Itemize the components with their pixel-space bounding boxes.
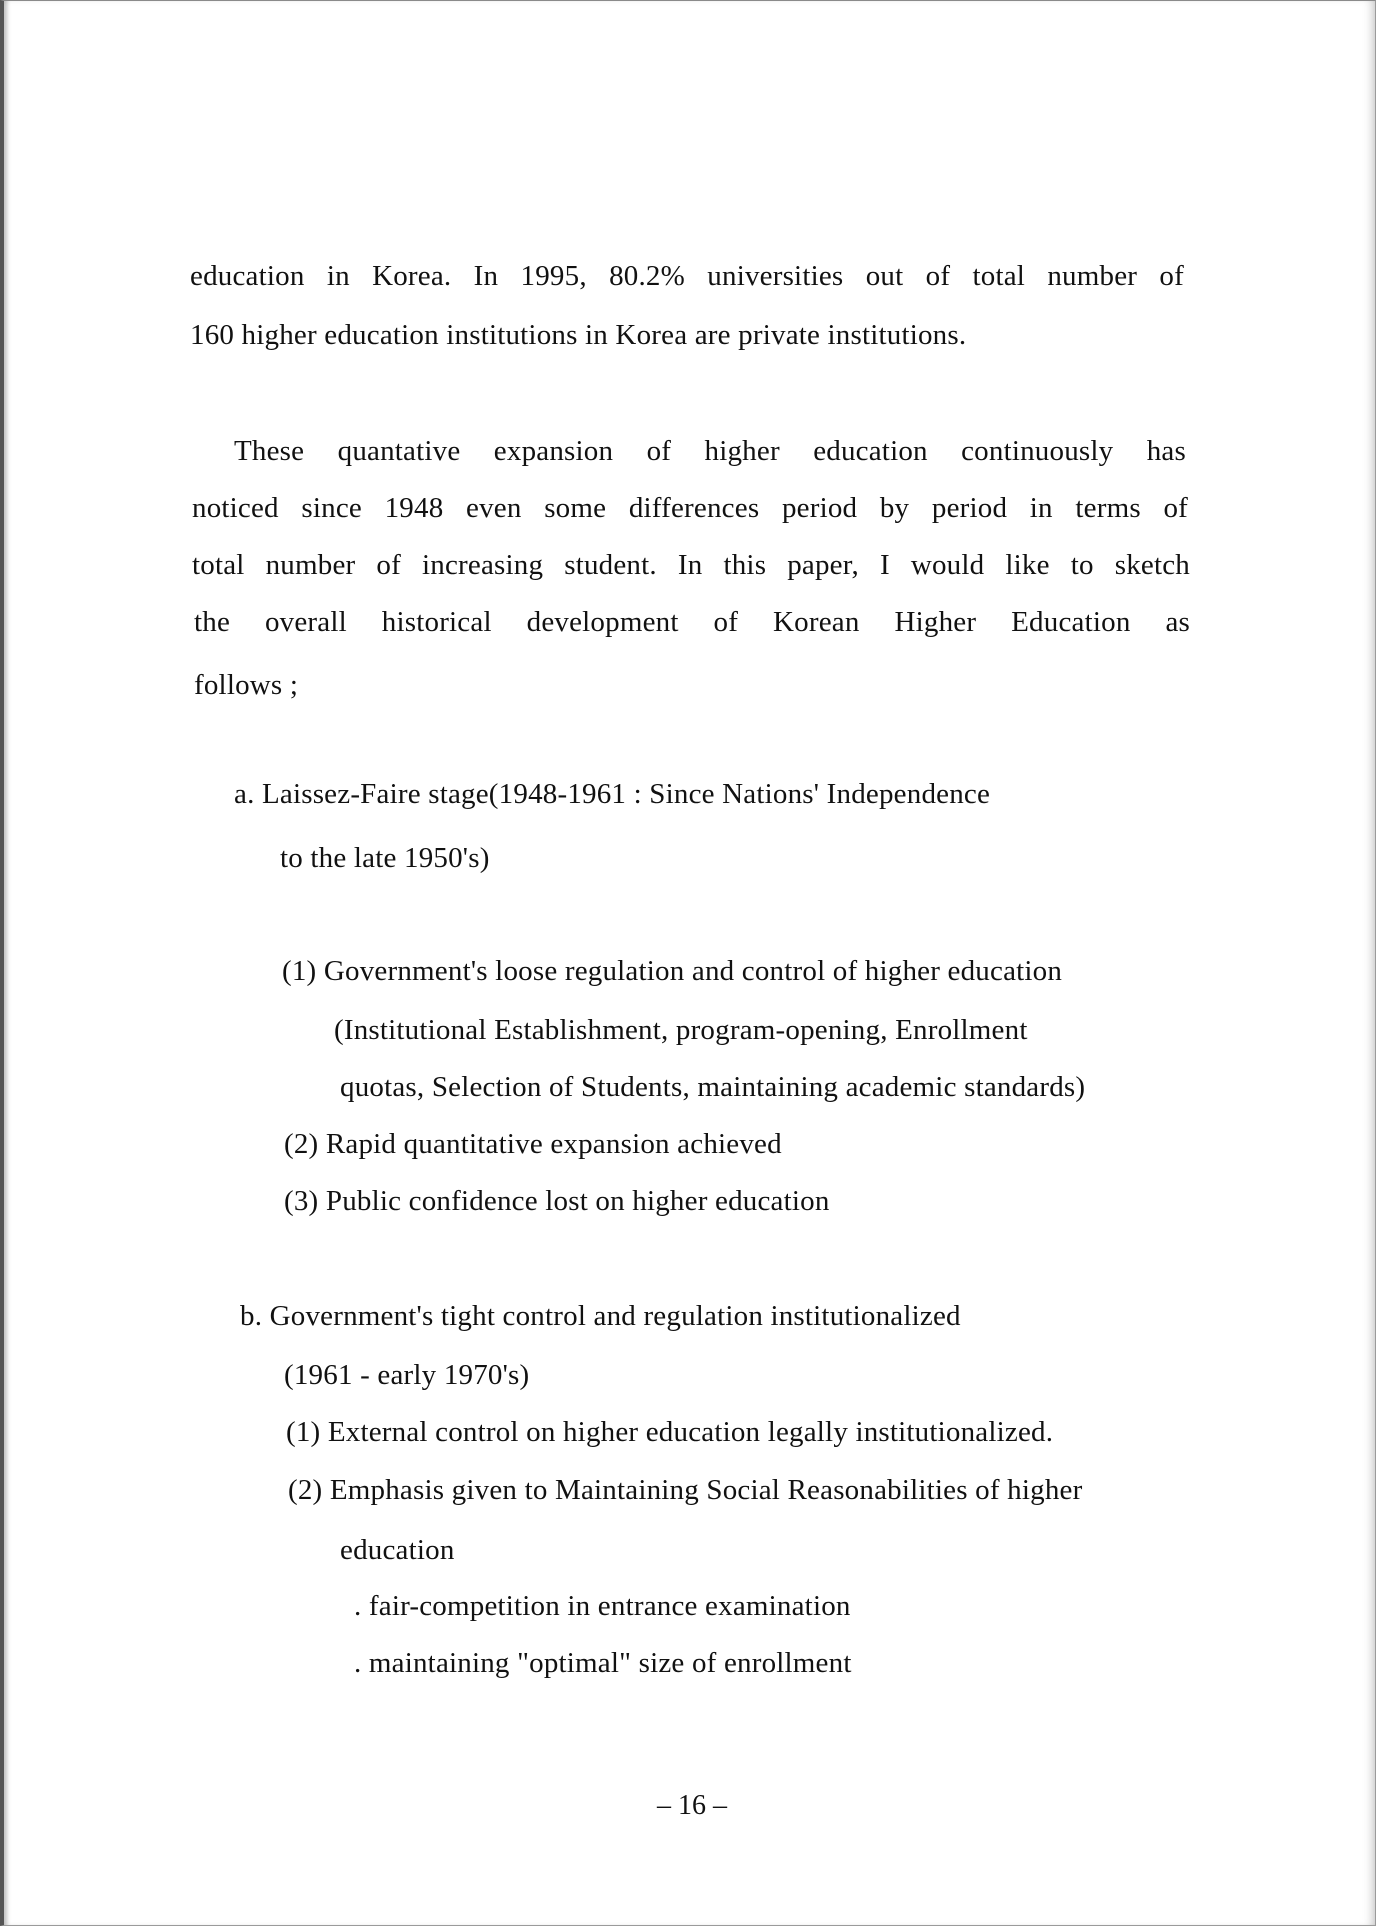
section-b-heading-2: (1961 - early 1970's) (284, 1359, 530, 1391)
section-b-item-2-continued: education (340, 1534, 455, 1566)
page-number: – 16 – (657, 1790, 727, 1821)
section-a-item-2: (2) Rapid quantitative expansion achieved (284, 1128, 782, 1160)
section-a-heading-2: to the late 1950's) (280, 842, 490, 874)
paragraph-line-4: the overall historical development of Korean Higher Education as (194, 606, 1190, 638)
section-a-item-1-detail-2: quotas, Selection of Students, maintaining academic standards) (340, 1071, 1086, 1103)
section-a-item-1: (1) Government's loose regulation and control of higher education (282, 955, 1063, 987)
section-b-item-2: (2) Emphasis given to Maintaining Social Reasonabilities of higher (288, 1474, 1083, 1506)
section-a-item-1-detail-1: (Institutional Establishment, program-opening, Enrollment (334, 1014, 1028, 1046)
section-b-bullet-2: . maintaining "optimal" size of enrollment (354, 1647, 852, 1679)
intro-line-2: 160 higher education institutions in Korea are private institutions. (190, 319, 967, 351)
section-b-item-1: (1) External control on higher education legally institutionalized. (286, 1416, 1054, 1448)
paragraph-line-2: noticed since 1948 even some differences period by period in terms of (192, 492, 1188, 524)
section-a-heading-1: a. Laissez-Faire stage(1948-1961 : Since Nations' Independence (234, 778, 991, 810)
paragraph-line-1: These quantative expansion of higher education continuously has (234, 435, 1186, 467)
section-b-bullet-1: . fair-competition in entrance examination (354, 1590, 851, 1622)
paragraph-line-5: follows ; (194, 669, 299, 701)
section-b-heading-1: b. Government's tight control and regulation institutionalized (240, 1300, 961, 1332)
section-a-item-3: (3) Public confidence lost on higher education (284, 1185, 830, 1217)
intro-line-1: education in Korea. In 1995, 80.2% universities out of total number of (190, 260, 1184, 292)
paragraph-line-3: total number of increasing student. In this paper, I would like to sketch (192, 549, 1190, 581)
